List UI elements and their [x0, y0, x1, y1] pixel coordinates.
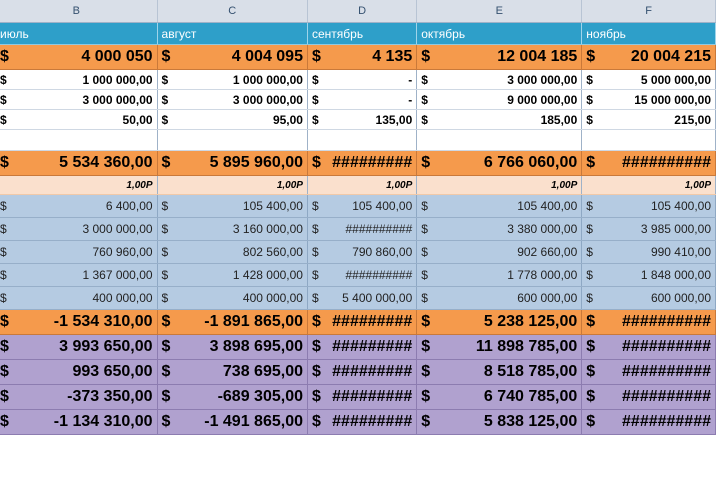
currency-symbol: $ [0, 313, 9, 330]
cell-value: 4 004 095 [231, 48, 303, 65]
data-row [0, 176, 716, 195]
grid-cell[interactable] [307, 241, 416, 264]
grid-cell[interactable] [582, 335, 716, 360]
cell-value: -373 350,00 [67, 388, 153, 405]
data-row [0, 90, 716, 110]
grid-cell[interactable] [0, 110, 157, 130]
data-row [0, 410, 716, 435]
currency-symbol: $ [421, 48, 431, 65]
grid-cell[interactable] [157, 130, 307, 151]
grid-cell[interactable] [417, 45, 582, 70]
cell-value: 5 238 125,00 [483, 313, 578, 330]
cell-value: 215,00 [674, 112, 711, 127]
grid-cell[interactable] [307, 176, 416, 195]
currency-symbol: $ [421, 154, 431, 171]
grid-cell[interactable] [417, 410, 582, 435]
cell-value: -1 134 310,00 [53, 413, 153, 430]
grid-cell[interactable] [417, 287, 582, 310]
cell-value: 1,00Р [386, 179, 413, 191]
currency-symbol: $ [586, 199, 593, 213]
grid-cell[interactable] [157, 218, 307, 241]
currency-symbol: $ [311, 92, 319, 107]
cell-value: -1 534 310,00 [53, 313, 153, 330]
column-header-e[interactable]: E [417, 0, 582, 23]
cell-value: 9 000 000,00 [507, 92, 578, 107]
currency-symbol: $ [586, 72, 593, 87]
cell-value: 1,00Р [126, 179, 153, 191]
column-header-c[interactable]: C [157, 0, 307, 23]
cell-value: 6 400,00 [105, 199, 153, 213]
currency-symbol: $ [586, 92, 593, 107]
cell-value: 105 400,00 [242, 199, 303, 213]
grid-cell[interactable] [582, 45, 716, 70]
column-header-f[interactable]: F [582, 0, 716, 23]
grid-cell[interactable] [582, 151, 716, 176]
cell-value: 12 004 185 [497, 48, 578, 65]
cell-value: ########## [622, 363, 711, 380]
cell-value: 600 000,00 [517, 291, 578, 305]
month-cell[interactable]: ноябрь [582, 23, 716, 45]
data-row [0, 151, 716, 176]
grid-cell[interactable] [307, 385, 416, 410]
grid-cell[interactable] [0, 335, 157, 360]
cell-value: ########## [622, 338, 711, 355]
grid-cell[interactable] [582, 360, 716, 385]
data-row [0, 310, 716, 335]
cell-value: ########## [622, 388, 711, 405]
currency-symbol: $ [586, 338, 596, 355]
cell-value: 1 000 000,00 [232, 72, 303, 87]
currency-symbol: $ [161, 222, 169, 236]
grid-cell[interactable] [582, 310, 716, 335]
data-row [0, 130, 716, 151]
grid-cell[interactable] [157, 151, 307, 176]
currency-symbol: $ [421, 112, 428, 127]
grid-cell[interactable] [157, 241, 307, 264]
column-header-b[interactable]: B [0, 0, 157, 23]
grid-cell[interactable] [0, 90, 157, 110]
grid-cell[interactable] [417, 70, 582, 90]
grid-cell[interactable] [0, 45, 157, 70]
cell-value: 6 766 060,00 [483, 154, 578, 171]
cell-value: 400 000,00 [92, 291, 153, 305]
currency-symbol: $ [586, 48, 596, 65]
currency-symbol: $ [0, 388, 9, 405]
cell-value: 3 993 650,00 [59, 338, 153, 355]
month-cell[interactable]: июль [0, 23, 157, 45]
cell-value: 5 000 000,00 [640, 72, 711, 87]
grid-cell[interactable] [582, 195, 716, 218]
grid-cell[interactable] [582, 264, 716, 287]
grid-cell[interactable] [417, 130, 582, 151]
grid-cell[interactable] [0, 410, 157, 435]
cell-value: -1 891 865,00 [204, 313, 303, 330]
currency-symbol: $ [161, 413, 171, 430]
column-header-row [0, 0, 716, 23]
grid-cell[interactable] [417, 264, 582, 287]
cell-value: - [408, 92, 413, 107]
currency-symbol: $ [586, 268, 593, 282]
currency-symbol: $ [0, 268, 7, 282]
cell-value: 105 400,00 [352, 199, 413, 213]
grid-cell[interactable] [582, 176, 716, 195]
grid-cell[interactable] [157, 360, 307, 385]
column-header-d[interactable]: D [307, 0, 416, 23]
cell-value: 3 898 695,00 [209, 338, 303, 355]
currency-symbol: $ [311, 313, 321, 330]
cell-value: 50,00 [122, 112, 153, 127]
currency-symbol: $ [161, 199, 169, 213]
currency-symbol: $ [421, 338, 431, 355]
cell-value: ######### [332, 338, 413, 355]
currency-symbol: $ [421, 313, 431, 330]
grid-cell[interactable] [417, 385, 582, 410]
currency-symbol: $ [421, 72, 428, 87]
currency-symbol: $ [161, 245, 169, 259]
currency-symbol: $ [311, 112, 319, 127]
grid-cell[interactable] [0, 287, 157, 310]
grid-cell[interactable] [307, 130, 416, 151]
grid-cell[interactable] [307, 70, 416, 90]
data-row [0, 70, 716, 90]
grid-cell[interactable] [307, 360, 416, 385]
data-row [0, 360, 716, 385]
grid-cell[interactable] [582, 110, 716, 130]
currency-symbol: $ [161, 112, 169, 127]
currency-symbol: $ [311, 268, 319, 282]
currency-symbol: $ [161, 363, 171, 380]
grid-cell[interactable] [417, 90, 582, 110]
grid-cell[interactable] [0, 241, 157, 264]
currency-symbol: $ [586, 388, 596, 405]
grid-cell[interactable] [307, 110, 416, 130]
month-cell[interactable]: август [157, 23, 307, 45]
currency-symbol: $ [0, 245, 7, 259]
currency-symbol: $ [311, 413, 321, 430]
grid-cell[interactable] [157, 264, 307, 287]
data-row [0, 385, 716, 410]
cell-value: 1 367 000,00 [82, 268, 153, 282]
data-row [0, 241, 716, 264]
cell-value: 4 135 [372, 48, 413, 65]
cell-value: 3 000 000,00 [507, 72, 578, 87]
grid-cell[interactable] [307, 310, 416, 335]
cell-value: 3 000 000,00 [232, 92, 303, 107]
cell-value: 20 004 215 [630, 48, 711, 65]
month-cell[interactable]: октябрь [417, 23, 582, 45]
data-row [0, 45, 716, 70]
currency-symbol: $ [161, 338, 171, 355]
grid-cell[interactable] [417, 195, 582, 218]
cell-value: - [408, 72, 413, 87]
cell-value: ######### [332, 154, 413, 171]
data-row [0, 218, 716, 241]
data-row [0, 287, 716, 310]
cell-value: 5 838 125,00 [483, 413, 578, 430]
cell-value: 105 400,00 [517, 199, 578, 213]
cell-value: -689 305,00 [217, 388, 303, 405]
grid-cell[interactable] [0, 130, 157, 151]
grid-cell[interactable] [307, 218, 416, 241]
grid-cell[interactable] [0, 360, 157, 385]
grid-cell[interactable] [582, 130, 716, 151]
currency-symbol: $ [311, 338, 321, 355]
grid-cell[interactable] [307, 287, 416, 310]
currency-symbol: $ [586, 222, 593, 236]
grid-cell[interactable] [417, 176, 582, 195]
cell-value: 993 650,00 [72, 363, 153, 380]
currency-symbol: $ [161, 72, 169, 87]
grid-cell[interactable] [582, 385, 716, 410]
grid-cell[interactable] [307, 335, 416, 360]
cell-value: 760 960,00 [92, 245, 153, 259]
cell-value: 3 000 000,00 [82, 92, 153, 107]
cell-value: -1 491 865,00 [204, 413, 303, 430]
currency-symbol: $ [0, 154, 9, 171]
cell-value: 1 848 000,00 [640, 268, 711, 282]
grid-cell[interactable] [307, 264, 416, 287]
currency-symbol: $ [421, 363, 431, 380]
grid-cell[interactable] [157, 410, 307, 435]
cell-value: 8 518 785,00 [483, 363, 578, 380]
currency-symbol: $ [0, 363, 9, 380]
grid-cell[interactable] [307, 410, 416, 435]
grid-cell[interactable] [157, 90, 307, 110]
cell-value: ######### [332, 388, 413, 405]
currency-symbol: $ [586, 413, 596, 430]
currency-symbol: $ [421, 388, 431, 405]
currency-symbol: $ [421, 245, 428, 259]
cell-value: 790 860,00 [352, 245, 413, 259]
grid-cell[interactable] [0, 151, 157, 176]
currency-symbol: $ [0, 222, 7, 236]
cell-value: 135,00 [375, 112, 413, 127]
cell-value: ########## [345, 222, 413, 236]
grid-cell[interactable] [0, 176, 157, 195]
grid-cell[interactable] [0, 264, 157, 287]
currency-symbol: $ [421, 92, 428, 107]
currency-symbol: $ [311, 291, 319, 305]
currency-symbol: $ [311, 363, 321, 380]
currency-symbol: $ [161, 48, 171, 65]
currency-symbol: $ [311, 154, 321, 171]
cell-value: 3 985 000,00 [640, 222, 711, 236]
currency-symbol: $ [0, 199, 7, 213]
currency-symbol: $ [311, 388, 321, 405]
currency-symbol: $ [0, 112, 7, 127]
currency-symbol: $ [0, 291, 7, 305]
data-row [0, 195, 716, 218]
grid-cell[interactable] [582, 241, 716, 264]
currency-symbol: $ [421, 268, 428, 282]
cell-value: 3 160 000,00 [232, 222, 303, 236]
grid-cell[interactable] [0, 195, 157, 218]
grid-cell[interactable] [582, 410, 716, 435]
grid-cell[interactable] [417, 110, 582, 130]
grid-cell[interactable] [0, 218, 157, 241]
cell-value: 11 898 785,00 [475, 338, 578, 355]
cell-value: 1,00Р [551, 179, 578, 191]
grid-cell[interactable] [417, 360, 582, 385]
currency-symbol: $ [161, 291, 169, 305]
grid-cell[interactable] [0, 385, 157, 410]
cell-value: ######### [332, 363, 413, 380]
grid-cell[interactable] [157, 195, 307, 218]
grid-cell[interactable] [307, 90, 416, 110]
cell-value: 5 400 000,00 [342, 291, 413, 305]
cell-value: ########## [622, 313, 711, 330]
currency-symbol: $ [586, 154, 596, 171]
currency-symbol: $ [161, 268, 169, 282]
currency-symbol: $ [161, 388, 171, 405]
grid-cell[interactable] [157, 385, 307, 410]
grid-cell[interactable] [307, 151, 416, 176]
currency-symbol: $ [421, 291, 428, 305]
currency-symbol: $ [311, 199, 319, 213]
cell-value: ########## [345, 268, 413, 282]
currency-symbol: $ [586, 112, 593, 127]
grid-cell[interactable] [157, 287, 307, 310]
cell-value: 5 895 960,00 [209, 154, 303, 171]
cell-value: 1 000 000,00 [82, 72, 153, 87]
grid-cell[interactable] [157, 176, 307, 195]
cell-value: 990 410,00 [650, 245, 711, 259]
data-row [0, 264, 716, 287]
month-row [0, 23, 716, 45]
currency-symbol: $ [586, 363, 596, 380]
cell-value: 1 778 000,00 [507, 268, 578, 282]
grid-cell[interactable] [0, 70, 157, 90]
cell-value: 5 534 360,00 [59, 154, 153, 171]
currency-symbol: $ [586, 291, 593, 305]
cell-value: 15 000 000,00 [634, 92, 711, 107]
cell-value: 3 380 000,00 [507, 222, 578, 236]
currency-symbol: $ [311, 48, 321, 65]
cell-value: 1 428 000,00 [232, 268, 303, 282]
cell-value: 4 000 050 [81, 48, 153, 65]
grid-cell[interactable] [417, 310, 582, 335]
cell-value: 105 400,00 [650, 199, 711, 213]
currency-symbol: $ [161, 154, 171, 171]
grid-cell[interactable] [582, 287, 716, 310]
cell-value: ######### [332, 413, 413, 430]
data-row [0, 110, 716, 130]
grid-cell[interactable] [0, 310, 157, 335]
currency-symbol: $ [421, 199, 428, 213]
grid-cell[interactable] [582, 218, 716, 241]
cell-value: 600 000,00 [650, 291, 711, 305]
currency-symbol: $ [0, 92, 7, 107]
currency-symbol: $ [421, 413, 431, 430]
month-cell[interactable]: сентябрь [307, 23, 416, 45]
currency-symbol: $ [311, 72, 319, 87]
grid-cell[interactable] [582, 90, 716, 110]
cell-value: ########## [622, 413, 711, 430]
cell-value: 6 740 785,00 [483, 388, 578, 405]
grid-cell[interactable] [157, 45, 307, 70]
cell-value: 1,00Р [684, 179, 711, 191]
cell-value: ######### [332, 313, 413, 330]
currency-symbol: $ [161, 313, 171, 330]
grid-cell[interactable] [157, 110, 307, 130]
data-row [0, 335, 716, 360]
currency-symbol: $ [421, 222, 428, 236]
cell-value: 185,00 [540, 112, 578, 127]
grid-cell[interactable] [582, 70, 716, 90]
cell-value: 1,00Р [276, 179, 303, 191]
cell-value: 802 560,00 [242, 245, 303, 259]
currency-symbol: $ [0, 338, 9, 355]
currency-symbol: $ [0, 72, 7, 87]
currency-symbol: $ [311, 222, 319, 236]
grid-cell[interactable] [307, 195, 416, 218]
grid-cell[interactable] [157, 70, 307, 90]
currency-symbol: $ [311, 245, 319, 259]
grid-cell[interactable] [157, 335, 307, 360]
currency-symbol: $ [0, 413, 9, 430]
currency-symbol: $ [586, 313, 596, 330]
currency-symbol: $ [0, 48, 9, 65]
cell-value: 400 000,00 [242, 291, 303, 305]
cell-value: 95,00 [272, 112, 303, 127]
grid-cell[interactable] [417, 151, 582, 176]
grid-cell[interactable] [307, 45, 416, 70]
cell-value: ########## [622, 154, 711, 171]
cell-value: 3 000 000,00 [82, 222, 153, 236]
grid-cell[interactable] [417, 335, 582, 360]
grid-cell[interactable] [417, 218, 582, 241]
cell-value: 738 695,00 [222, 363, 303, 380]
cell-value: 902 660,00 [517, 245, 578, 259]
grid-cell[interactable] [157, 310, 307, 335]
grid-cell[interactable] [417, 241, 582, 264]
currency-symbol: $ [586, 245, 593, 259]
currency-symbol: $ [161, 92, 169, 107]
